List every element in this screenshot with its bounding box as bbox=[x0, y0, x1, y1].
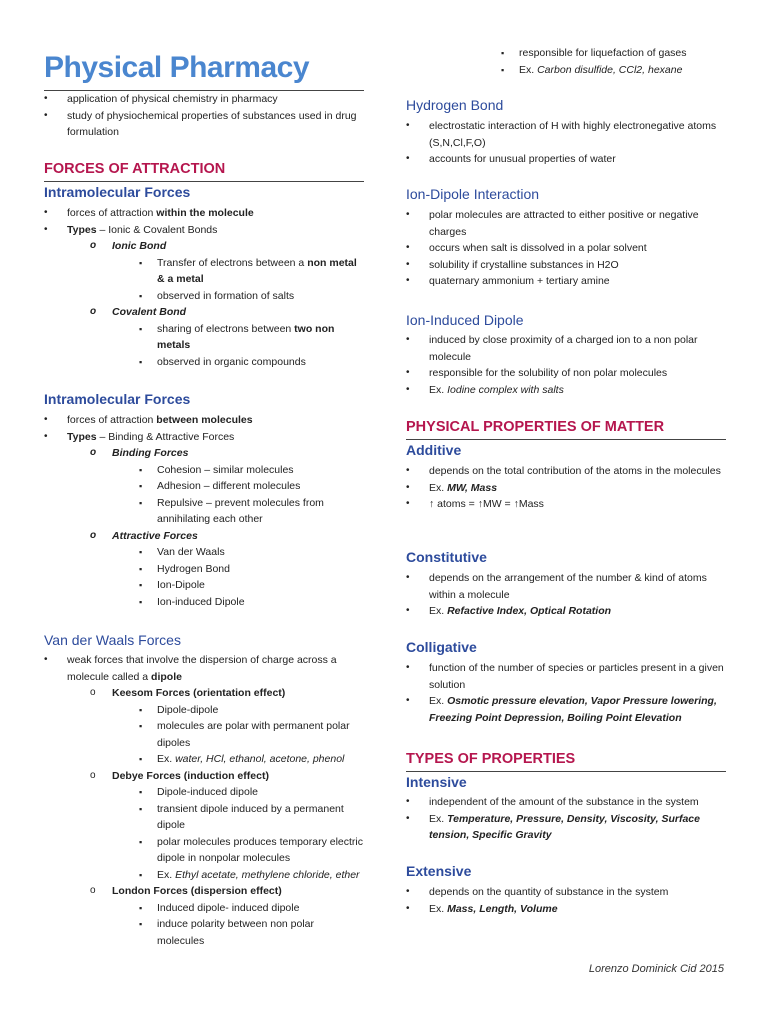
list-item: • induced by close proximity of a charged ion to a non polar molecule bbox=[406, 332, 726, 365]
list-item: ▪ Ion-Dipole bbox=[44, 577, 364, 594]
list-item: ▪ observed in formation of salts bbox=[44, 288, 364, 305]
list-item: ▪ Adhesion – different molecules bbox=[44, 478, 364, 495]
list-item: ▪ Induced dipole- induced dipole bbox=[44, 900, 364, 917]
list-item: ▪ Transfer of electrons between a non metal & a metal bbox=[44, 255, 364, 288]
list-item: ▪ sharing of electrons between two non metals bbox=[44, 321, 364, 354]
list-item: • depends on the arrangement of the number & kind of atoms within a molecule bbox=[406, 570, 726, 603]
list-item: • quaternary ammonium + tertiary amine bbox=[406, 273, 726, 290]
constitutive-list bbox=[406, 570, 726, 620]
extensive-heading: Extensive bbox=[406, 863, 472, 879]
forces-heading: FORCES OF ATTRACTION bbox=[44, 159, 364, 182]
list-item: • Ex. Refactive Index, Optical Rotation bbox=[406, 603, 726, 620]
intro-list bbox=[44, 91, 364, 141]
list-item: ▪ Ex. water, HCl, ethanol, acetone, phenol bbox=[44, 751, 364, 768]
list-item: • polar molecules are attracted to either positive or negative charges bbox=[406, 207, 726, 240]
additive-list bbox=[406, 463, 726, 513]
page-title: Physical Pharmacy bbox=[44, 51, 310, 84]
intro-item: • application of physical chemistry in pharmacy bbox=[44, 91, 364, 108]
list-item: • accounts for unusual properties of water bbox=[406, 151, 726, 168]
list-item: • function of the number of species or particles present in a given solution bbox=[406, 660, 726, 693]
list-item: ▪ observed in organic compounds bbox=[44, 354, 364, 371]
list-item: • solubility if crystalline substances in H2O bbox=[406, 257, 726, 274]
list-item: • Ex. Mass, Length, Volume bbox=[406, 901, 726, 918]
covalent-bond-label: o Covalent Bond bbox=[44, 304, 364, 321]
list-item: • Ex. Iodine complex with salts bbox=[406, 382, 726, 399]
iondipole-list bbox=[406, 207, 726, 290]
list-item: • responsible for the solubility of non polar molecules bbox=[406, 365, 726, 382]
list-item: ▪ Dipole-induced dipole bbox=[44, 784, 364, 801]
list-item: • weak forces that involve the dispersion of charge across a molecule called a dipole bbox=[44, 652, 364, 685]
footer-credit: Lorenzo Dominick Cid 2015 bbox=[588, 963, 724, 975]
keesom-label: o Keesom Forces (orientation effect) bbox=[44, 685, 364, 702]
london-label: o London Forces (dispersion effect) bbox=[44, 883, 364, 900]
additive-heading: Additive bbox=[406, 442, 462, 458]
list-item: ▪ Ion-induced Dipole bbox=[44, 594, 364, 611]
list-item: ▪ responsible for liquefaction of gases bbox=[406, 45, 726, 62]
inter-list bbox=[44, 412, 364, 610]
constitutive-heading: Constitutive bbox=[406, 549, 487, 565]
list-item: • independent of the amount of the substance in the system bbox=[406, 794, 726, 811]
list-item: • Ex. Temperature, Pressure, Density, Viscosity, Surface tension, Specific Gravity bbox=[406, 811, 726, 844]
ioninduced-heading: Ion-Induced Dipole bbox=[406, 312, 524, 328]
list-item: ▪ Repulsive – prevent molecules from annihilating each other bbox=[44, 495, 364, 528]
inter-heading: Intramolecular Forces bbox=[44, 391, 191, 407]
physprops-heading: PHYSICAL PROPERTIES OF MATTER bbox=[406, 417, 726, 440]
list-item: • Ex. Osmotic pressure elevation, Vapor Pressure lowering, Freezing Point Depression, Boiling Point Elevation bbox=[406, 693, 726, 726]
iondipole-heading: Ion-Dipole Interaction bbox=[406, 186, 540, 202]
list-item: • Ex. MW, Mass bbox=[406, 480, 726, 497]
colligative-list bbox=[406, 660, 726, 726]
ioninduced-list bbox=[406, 332, 726, 398]
ionic-bond-label: o Ionic Bond bbox=[44, 238, 364, 255]
list-item: ▪ transient dipole induced by a permanent dipole bbox=[44, 801, 364, 834]
list-item: ▪ Ex. Ethyl acetate, methylene chloride, ether bbox=[44, 867, 364, 884]
extensive-list bbox=[406, 884, 726, 917]
intra-heading: Intramolecular Forces bbox=[44, 184, 191, 200]
list-item: • forces of attraction between molecules bbox=[44, 412, 364, 429]
list-item: • Types – Binding & Attractive Forces bbox=[44, 429, 364, 446]
list-item: • ↑ atoms = ↑MW = ↑Mass bbox=[406, 496, 726, 513]
list-item: • depends on the quantity of substance in the system bbox=[406, 884, 726, 901]
list-item: ▪ Cohesion – similar molecules bbox=[44, 462, 364, 479]
hbond-list bbox=[406, 118, 726, 168]
list-item: ▪ Dipole-dipole bbox=[44, 702, 364, 719]
list-item: • occurs when salt is dissolved in a polar solvent bbox=[406, 240, 726, 257]
vdw-heading: Van der Waals Forces bbox=[44, 632, 181, 648]
list-item: ▪ molecules are polar with permanent polar dipoles bbox=[44, 718, 364, 751]
list-item: • depends on the total contribution of the atoms in the molecules bbox=[406, 463, 726, 480]
colligative-heading: Colligative bbox=[406, 639, 477, 655]
list-item: ▪ Hydrogen Bond bbox=[44, 561, 364, 578]
intensive-list bbox=[406, 794, 726, 844]
list-item: • electrostatic interaction of H with highly electronegative atoms (S,N,Cl,F,O) bbox=[406, 118, 726, 151]
list-item: • Types – Ionic & Covalent Bonds bbox=[44, 222, 364, 239]
list-item: ▪ polar molecules produces temporary electric dipole in nonpolar molecules bbox=[44, 834, 364, 867]
intra-list bbox=[44, 205, 364, 370]
list-item: ▪ Ex. Carbon disulfide, CCl2, hexane bbox=[406, 62, 726, 79]
intro-item: • study of physiochemical properties of substances used in drug formulation bbox=[44, 108, 364, 141]
list-item: ▪ Van der Waals bbox=[44, 544, 364, 561]
hbond-heading: Hydrogen Bond bbox=[406, 97, 504, 113]
continued-list bbox=[406, 45, 726, 78]
binding-forces-label: o Binding Forces bbox=[44, 445, 364, 462]
vdw-list bbox=[44, 652, 364, 949]
list-item: • forces of attraction within the molecule bbox=[44, 205, 364, 222]
types-heading: TYPES OF PROPERTIES bbox=[406, 749, 726, 772]
list-item: ▪ induce polarity between non polar molecules bbox=[44, 916, 364, 949]
intensive-heading: Intensive bbox=[406, 774, 467, 790]
debye-label: o Debye Forces (induction effect) bbox=[44, 768, 364, 785]
attractive-forces-label: o Attractive Forces bbox=[44, 528, 364, 545]
